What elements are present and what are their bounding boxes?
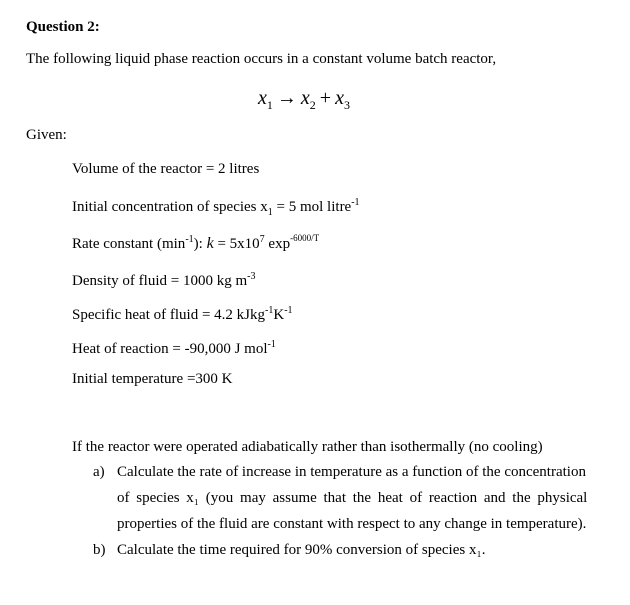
concentration-value: = 5 mol litre <box>272 199 352 215</box>
given-label: Given: <box>26 127 67 143</box>
rate-coefficient: = 5x10 <box>213 236 260 252</box>
part-a-line-3: properties of the fluid are constant with respect to any change in temperature). <box>117 516 587 532</box>
intro-text: The following liquid phase reaction occurs in a constant volume batch reactor, <box>26 51 497 67</box>
rate-label: Rate constant (min <box>72 236 186 252</box>
concentration-subscript: 1 <box>267 207 273 218</box>
rate-label-end: ): <box>193 236 207 252</box>
rate-exp-argument: -6000/T <box>290 233 320 243</box>
reaction-arrow: → <box>276 87 297 109</box>
rate-exp-word: exp <box>264 236 291 252</box>
part-a-label: a) <box>93 464 105 480</box>
product-2-subscript: 3 <box>343 98 350 112</box>
rate-unit-exponent: -1 <box>185 234 194 245</box>
reaction-equation <box>258 86 350 117</box>
specific-heat-kg-exponent: -1 <box>265 305 274 316</box>
rate-k-symbol: k <box>206 235 214 252</box>
product-1: x <box>300 87 310 109</box>
part-b-label: b) <box>93 542 106 558</box>
question-stem: If the reactor were operated adiabatically rather than isothermally (no cooling) <box>72 439 543 455</box>
heat-of-reaction-exponent: -1 <box>267 339 276 350</box>
part-a-line-2: of species x₁ (you may assume that the heat of reaction and the physical <box>117 490 588 506</box>
plus-sign: + <box>319 87 332 109</box>
reactant: x <box>258 87 267 109</box>
given-initial-temperature: Initial temperature =300 K <box>72 371 233 387</box>
specific-heat-text: Specific heat of fluid = 4.2 kJkg <box>72 307 266 323</box>
given-heat-of-reaction <box>72 336 276 358</box>
reactant-subscript: 1 <box>266 98 273 112</box>
density-text: Density of fluid = 1000 kg m <box>72 273 248 289</box>
given-initial-concentration <box>72 194 360 222</box>
heat-of-reaction-text: Heat of reaction = -90,000 J mol <box>72 341 268 357</box>
specific-heat-k-exponent: -1 <box>284 305 293 316</box>
part-a <box>93 463 586 481</box>
given-density <box>72 268 255 290</box>
specific-heat-kelvin: K <box>273 307 285 323</box>
rate-power: 7 <box>259 234 265 245</box>
part-b <box>93 541 485 559</box>
given-rate-constant <box>72 229 319 253</box>
question-title: Question 2: <box>26 19 100 35</box>
given-specific-heat <box>72 302 293 324</box>
product-1-subscript: 2 <box>309 98 316 112</box>
part-b-text: Calculate the time required for 90% conversion of species x₁. <box>117 542 486 558</box>
concentration-text: Initial concentration of species x <box>72 199 268 215</box>
product-2: x <box>335 87 344 109</box>
density-unit-exponent: -3 <box>247 271 256 282</box>
part-a-line-1: Calculate the rate of increase in temperature as a function of the concentration <box>117 464 586 480</box>
given-volume: Volume of the reactor = 2 litres <box>72 161 260 177</box>
concentration-unit-exponent: -1 <box>351 197 360 208</box>
